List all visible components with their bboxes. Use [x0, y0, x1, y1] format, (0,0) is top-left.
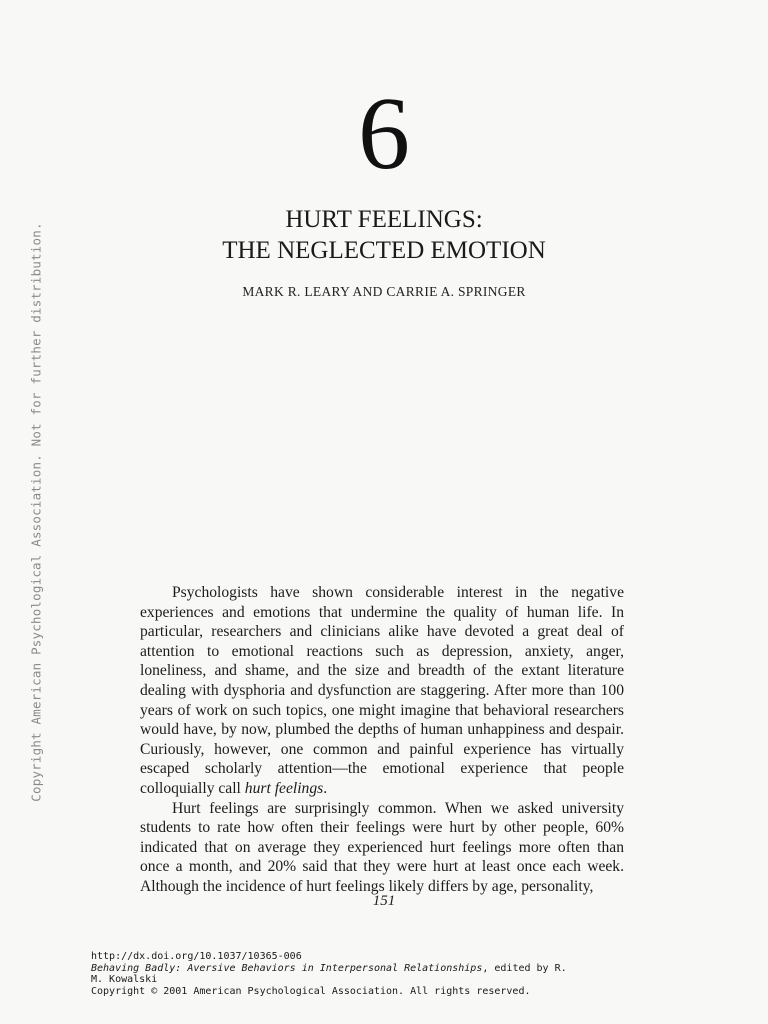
- chapter-title-line-1: HURT FEELINGS:: [285, 206, 483, 233]
- copyright-line: Copyright © 2001 American Psychological Association. All rights reserved.: [91, 985, 531, 997]
- body-text: [140, 583, 624, 897]
- source-line: [91, 963, 611, 975]
- editor-part-1: , edited by R.: [482, 962, 567, 974]
- paragraph-1: [140, 583, 624, 799]
- paragraph-1-emphasis: hurt feelings: [244, 779, 324, 797]
- page-number: 151: [372, 893, 396, 909]
- paragraph-1-end: .: [323, 779, 328, 797]
- paragraph-1-text: Psychologists have shown considerable interest in the negative experiences and emotions that undermine the quality of human life. In particular, researchers and clinicians alike have devoted a great deal of attention to emotional reactions such as depression, anxiety, anger, loneliness, and shame, and the size and breadth of the extant literature dealing with dysphoria and dysfunction are staggering. After more than 100 years of work on such topics, one might imagine that behavioral researchers would have, by now, plumbed the depths of human unhappiness and despair. Curiously, however, one common and painful experience has virtually escaped scholarly attention—the emotional experience that people colloquially call: [140, 584, 624, 797]
- paragraph-2: Hurt feelings are surprisingly common. When we asked university students to rate how often their feelings were hurt by other people, 60% indicated that on average they experienced hurt feelings more often than once a month, and 20% said that they were hurt at least once each week. Although the incidence of hurt feelings likely differs by age, personality,: [140, 799, 624, 895]
- editor-part-2: M. Kowalski: [91, 974, 158, 985]
- chapter-number: 6: [358, 76, 410, 191]
- copyright-side-notice: Copyright American Psychological Association. Not for further distribution.: [28, 222, 44, 802]
- citation-footer: [91, 951, 611, 997]
- chapter-title-line-2: THE NEGLECTED EMOTION: [222, 237, 546, 264]
- chapter-authors: MARK R. LEARY AND CARRIE A. SPRINGER: [242, 284, 526, 299]
- doi-link[interactable]: http://dx.doi.org/10.1037/10365-006: [91, 951, 302, 962]
- book-title: Behaving Badly: Aversive Behaviors in Interpersonal Relationships: [91, 962, 483, 974]
- chapter-title: [0, 204, 768, 266]
